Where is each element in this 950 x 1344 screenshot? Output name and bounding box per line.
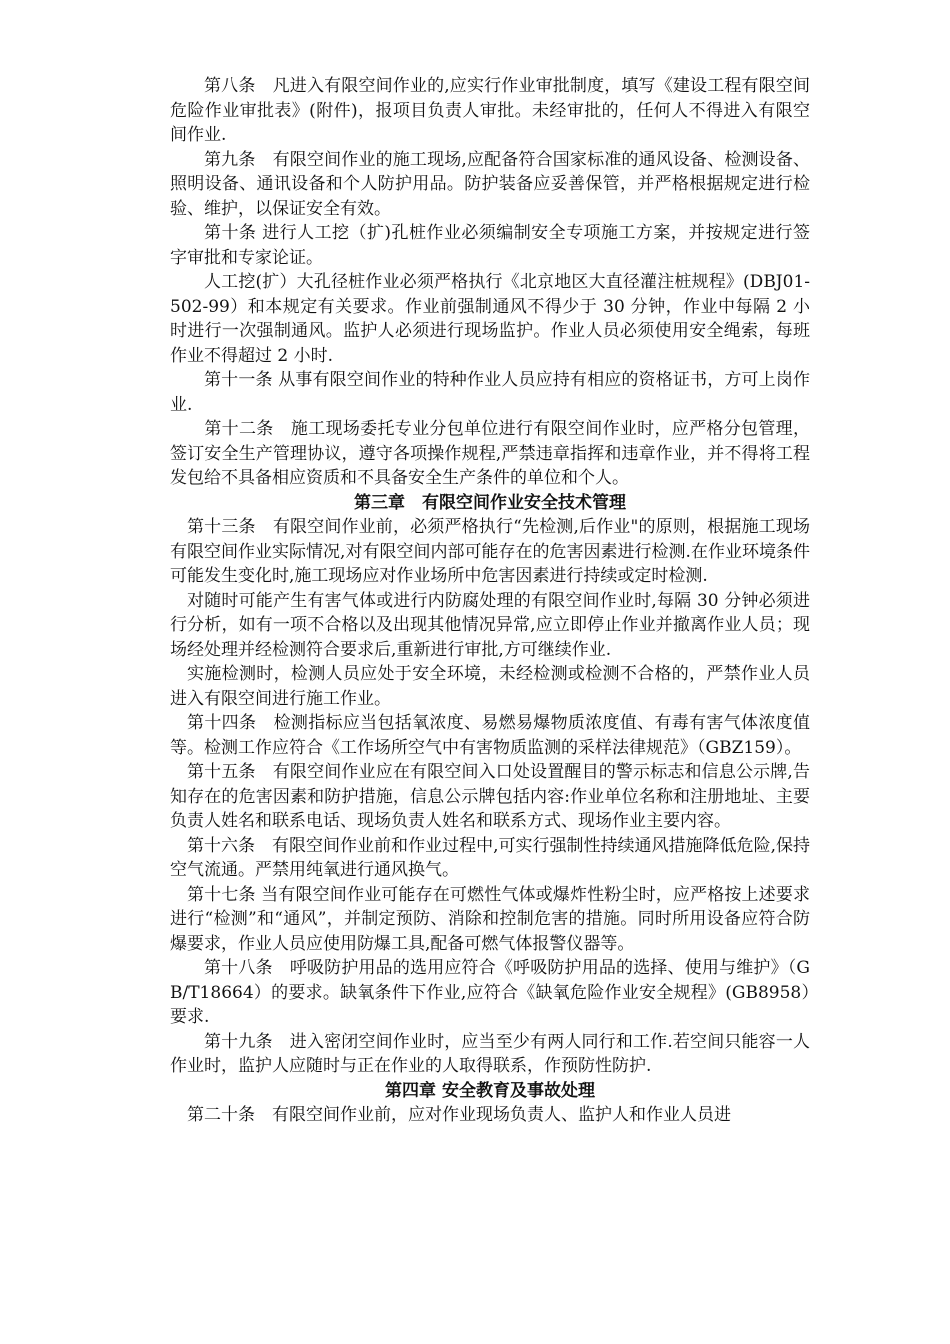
chapter-4-heading: 第四章 安全教育及事故处理: [385, 1080, 595, 1101]
article-11-paragraph: 第十一条 从事有限空间作业的特种作业人员应持有相应的资格证书，方可上岗作业.: [170, 370, 810, 415]
article-13-continuation-paragraph: 对随时可能产生有害气体或进行内防腐处理的有限空间作业时,每隔 30 分钟必须进行分析，如有一项不合格以及出现其他情况异常,应立即停止作业并撤离作业人员；现场经处理并经检测符合要求后,重新进行审批,方可继续作业.: [170, 590, 810, 660]
article-19-paragraph: 第十九条 进入密闭空间作业时，应当至少有两人同行和工作.若空间只能容一人作业时，监护人应随时与正在作业的人取得联系，作预防性防护.: [170, 1031, 810, 1076]
article-10-continuation-paragraph: 人工挖(扩）大孔径桩作业必须严格执行《北京地区大直径灌注桩规程》(DBJ01-502-99）和本规定有关要求。作业前强制通风不得少于 30 分钟，作业中每隔 2 小时进行一次强制通风。监护人必须进行现场监护。作业人员必须使用安全绳索，每班作业不得超过 2 小时.: [170, 272, 810, 366]
article-14-paragraph: 第十四条 检测指标应当包括氧浓度、易燃易爆物质浓度值、有毒有害气体浓度值等。检测工作应符合《工作场所空气中有害物质监测的采样法律规范》（GBZ159）。: [170, 713, 810, 758]
article-18-paragraph: 第十八条 呼吸防护用品的选用应符合《呼吸防护用品的选择、使用与维护》（GB/T18664）的要求。缺氧条件下作业,应符合《缺氧危险作业安全规程》(GB8958）要求.: [170, 958, 810, 1027]
article-15-paragraph: 第十五条 有限空间作业应在有限空间入口处设置醒目的警示标志和信息公示牌,告知存在的危害因素和防护措施，信息公示牌包括内容:作业单位名称和注册地址、主要负责人姓名和联系电话、现场负责人姓名和联系方式、现场作业主要内容。: [170, 762, 810, 831]
article-9-paragraph: 第九条 有限空间作业的施工现场,应配备符合国家标准的通风设备、检测设备、照明设备、通讯设备和个人防护用品。防护装备应妥善保管，并严格根据规定进行检验、维护，以保证安全有效。: [170, 149, 810, 219]
chapter-3-heading: 第三章 有限空间作业安全技术管理: [354, 492, 626, 513]
document-body: [170, 74, 810, 1128]
article-12-paragraph: 第十二条 施工现场委托专业分包单位进行有限空间作业时，应严格分包管理，签订安全生产管理协议，遵守各项操作规程,严禁违章指挥和违章作业，并不得将工程发包给不具备相应资质和不具备安全生产条件的单位和个人。: [170, 419, 810, 488]
article-13-detection-paragraph: 实施检测时，检测人员应处于安全环境，未经检测或检测不合格的，严禁作业人员进入有限空间进行施工作业。: [170, 664, 810, 709]
article-20-paragraph: 第二十条 有限空间作业前，应对作业现场负责人、监护人和作业人员进: [187, 1105, 731, 1125]
article-8-paragraph: 第八条 凡进入有限空间作业的,应实行作业审批制度，填写《建设工程有限空间危险作业审批表》(附件)，报项目负责人审批。未经审批的，任何人不得进入有限空间作业.: [170, 76, 810, 145]
article-17-paragraph: 第十七条 当有限空间作业可能存在可燃性气体或爆炸性粉尘时，应严格按上述要求进行“检测”和“通风”，并制定预防、消除和控制危害的措施。同时所用设备应符合防爆要求，作业人员应使用防爆工具,配备可燃气体报警仪器等。: [170, 884, 810, 954]
article-10-paragraph: 第十条 进行人工挖（扩)孔桩作业必须编制安全专项施工方案，并按规定进行签字审批和专家论证。: [170, 223, 810, 268]
article-13-paragraph: 第十三条 有限空间作业前，必须严格执行“先检测,后作业"的原则，根据施工现场有限空间作业实际情况,对有限空间内部可能存在的危害因素进行检测.在作业环境条件可能发生变化时,施工现场应对作业场所中危害因素进行持续或定时检测.: [170, 517, 810, 586]
article-16-paragraph: 第十六条 有限空间作业前和作业过程中,可实行强制性持续通风措施降低危险,保持空气流通。严禁用纯氧进行通风换气。: [170, 835, 810, 880]
